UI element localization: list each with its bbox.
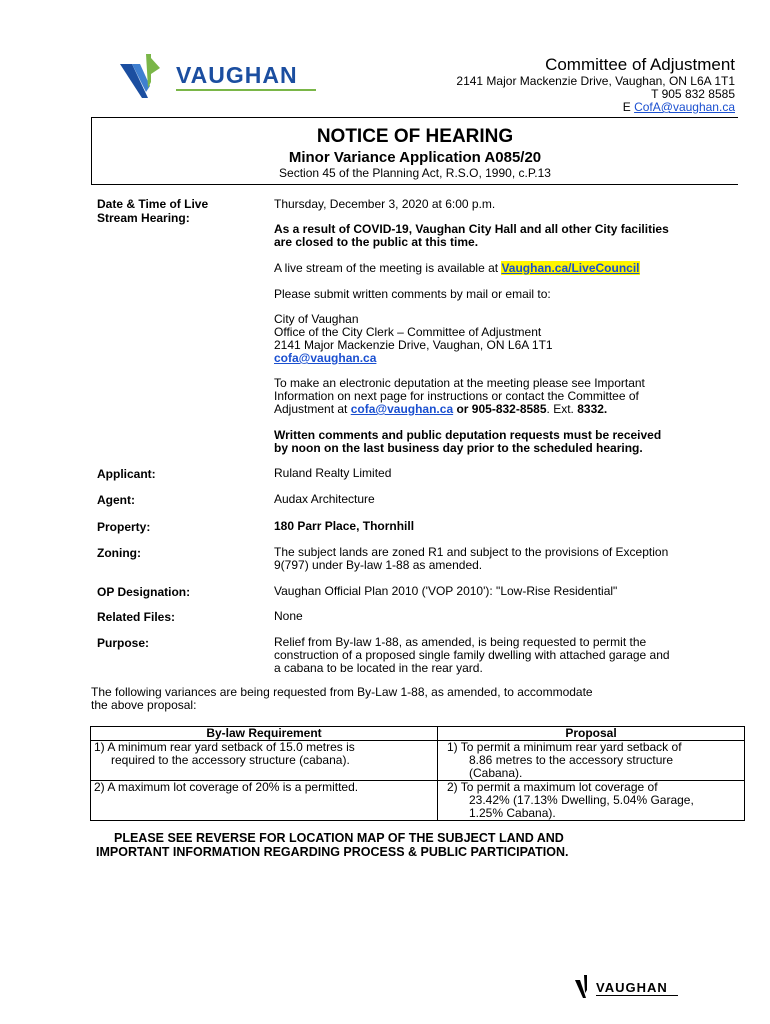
related-files-value: None	[274, 609, 303, 623]
variances-intro-line2: the above proposal:	[91, 698, 197, 712]
committee-email-line	[623, 100, 735, 114]
logo-underline	[176, 89, 316, 91]
proposal-line: (Cabana).	[469, 766, 523, 780]
purpose-line2: construction of a proposed single family dwelling with attached garage and	[274, 648, 670, 662]
deputation-line2: Information on next page for instructions or contact the Committee of	[274, 389, 639, 403]
column-header-requirement: By-law Requirement	[91, 727, 438, 741]
table-row	[91, 781, 745, 821]
footer-logo	[574, 974, 684, 1000]
address-line3: 2141 Major Mackenzie Drive, Vaughan, ON L6A 1T1	[274, 338, 553, 352]
hearing-label	[97, 197, 208, 225]
notice-title: NOTICE OF HEARING	[316, 126, 514, 147]
table-header-row	[91, 727, 745, 741]
property-value: 180 Parr Place, Thornhill	[274, 519, 415, 533]
requirement-cell	[91, 741, 438, 781]
deputation-info	[274, 377, 739, 416]
variances-intro	[91, 686, 593, 712]
proposal-line: 8.86 metres to the accessory structure	[469, 753, 674, 767]
requirement-line: 2) A maximum lot coverage of 20% is a permitted.	[94, 780, 359, 794]
footer-logo-mark	[574, 974, 598, 1000]
reverse-notice-line2: IMPORTANT INFORMATION REGARDING PROCESS & PUBLIC PARTICIPATION.	[96, 845, 569, 859]
address-email-link[interactable]: cofa@vaughan.ca	[274, 351, 377, 365]
hearing-datetime: Thursday, December 3, 2020 at 6:00 p.m.	[274, 197, 496, 211]
covid-line2: are closed to the public at this time.	[274, 235, 479, 249]
covid-line1: As a result of COVID-19, Vaughan City Hall and all other City facilities	[274, 222, 669, 236]
committee-address: 2141 Major Mackenzie Drive, Vaughan, ON L6A 1T1	[456, 74, 735, 88]
submit-instructions: Please submit written comments by mail or email to:	[274, 287, 551, 301]
purpose-value	[274, 636, 739, 675]
purpose-label: Purpose:	[97, 636, 150, 650]
purpose-line3: a cabana to be located in the rear yard.	[274, 661, 483, 675]
table-row	[91, 741, 745, 781]
address-line2: Office of the City Clerk – Committee of Adjustment	[274, 325, 542, 339]
deputation-ext-label: . Ext.	[546, 402, 578, 416]
hearing-label-line2: Stream Hearing:	[97, 211, 190, 225]
proposal-cell	[438, 741, 745, 781]
reverse-notice	[96, 831, 568, 859]
deadline-line2: by noon on the last business day prior to the scheduled hearing.	[274, 441, 643, 455]
vaughan-logo-mark	[118, 52, 178, 100]
applicant-value: Ruland Realty Limited	[274, 466, 392, 480]
agent-label: Agent:	[97, 493, 135, 507]
op-value: Vaughan Official Plan 2010 ('VOP 2010'): "Low-Rise Residential"	[274, 584, 618, 598]
livestream-prefix: A live stream of the meeting is available at	[274, 261, 502, 275]
address-line1: City of Vaughan	[274, 312, 359, 326]
email-prefix: E	[622, 100, 635, 114]
deputation-phone: 905-832-8585	[471, 402, 547, 416]
application-number: Minor Variance Application A085/20	[288, 149, 542, 166]
requirement-line: 1) A minimum rear yard setback of 15.0 metres is	[94, 740, 355, 754]
requirement-cell	[91, 781, 438, 821]
proposal-line: 2) To permit a maximum lot coverage of	[447, 780, 658, 794]
hearing-label-line1: Date & Time of Live	[97, 197, 209, 211]
zoning-line2: 9(797) under By-law 1-88 as amended.	[274, 558, 483, 572]
agent-value: Audax Architecture	[274, 492, 375, 506]
committee-title: Committee of Adjustment	[545, 55, 735, 74]
deputation-ext: 8332.	[577, 402, 608, 416]
footer-logo-text: VAUGHAN	[596, 980, 668, 995]
deputation-line1: To make an electronic deputation at the meeting please see Important	[274, 376, 645, 390]
zoning-label: Zoning:	[97, 546, 141, 560]
vaughan-logo-text: VAUGHAN	[176, 62, 298, 88]
requirement-line: required to the accessory structure (cabana).	[111, 753, 350, 767]
purpose-line1: Relief from By-law 1-88, as amended, is being requested to permit the	[274, 635, 647, 649]
zoning-line1: The subject lands are zoned R1 and subject to the provisions of Exception	[274, 545, 669, 559]
committee-email-link[interactable]: CofA@vaughan.ca	[634, 100, 735, 114]
deputation-or: or	[453, 402, 472, 416]
planning-act-section: Section 45 of the Planning Act, R.S.O, 1990, c.P.13	[279, 166, 551, 180]
variances-intro-line1: The following variances are being requested from By-Law 1-88, as amended, to accommodate	[91, 685, 593, 699]
mailing-address	[274, 313, 739, 365]
zoning-value	[274, 546, 739, 572]
proposal-line: 23.42% (17.13% Dwelling, 5.04% Garage,	[469, 793, 694, 807]
op-label: OP Designation:	[97, 585, 191, 599]
proposal-line: 1.25% Cabana).	[469, 806, 556, 820]
livestream-link[interactable]: Vaughan.ca/LiveCouncil	[501, 261, 640, 275]
proposal-line: 1) To permit a minimum rear yard setback of	[447, 740, 682, 754]
reverse-notice-line1: PLEASE SEE REVERSE FOR LOCATION MAP OF THE SUBJECT LAND AND	[114, 831, 564, 845]
column-header-proposal: Proposal	[438, 727, 745, 741]
variance-table	[90, 726, 745, 821]
vaughan-logo	[118, 52, 318, 100]
deputation-line3	[274, 403, 739, 416]
applicant-label: Applicant:	[97, 467, 156, 481]
deputation-email-link[interactable]: cofa@vaughan.ca	[350, 402, 454, 416]
deadline-line1: Written comments and public deputation requests must be received	[274, 428, 662, 442]
covid-notice	[274, 223, 739, 249]
committee-phone: T 905 832 8585	[651, 87, 735, 101]
deputation-prefix: Adjustment at	[274, 402, 351, 416]
proposal-cell	[438, 781, 745, 821]
related-files-label: Related Files:	[97, 610, 176, 624]
property-label: Property:	[97, 520, 151, 534]
livestream-line	[274, 262, 739, 275]
footer-logo-underline	[596, 995, 678, 996]
deadline-notice	[274, 429, 739, 455]
